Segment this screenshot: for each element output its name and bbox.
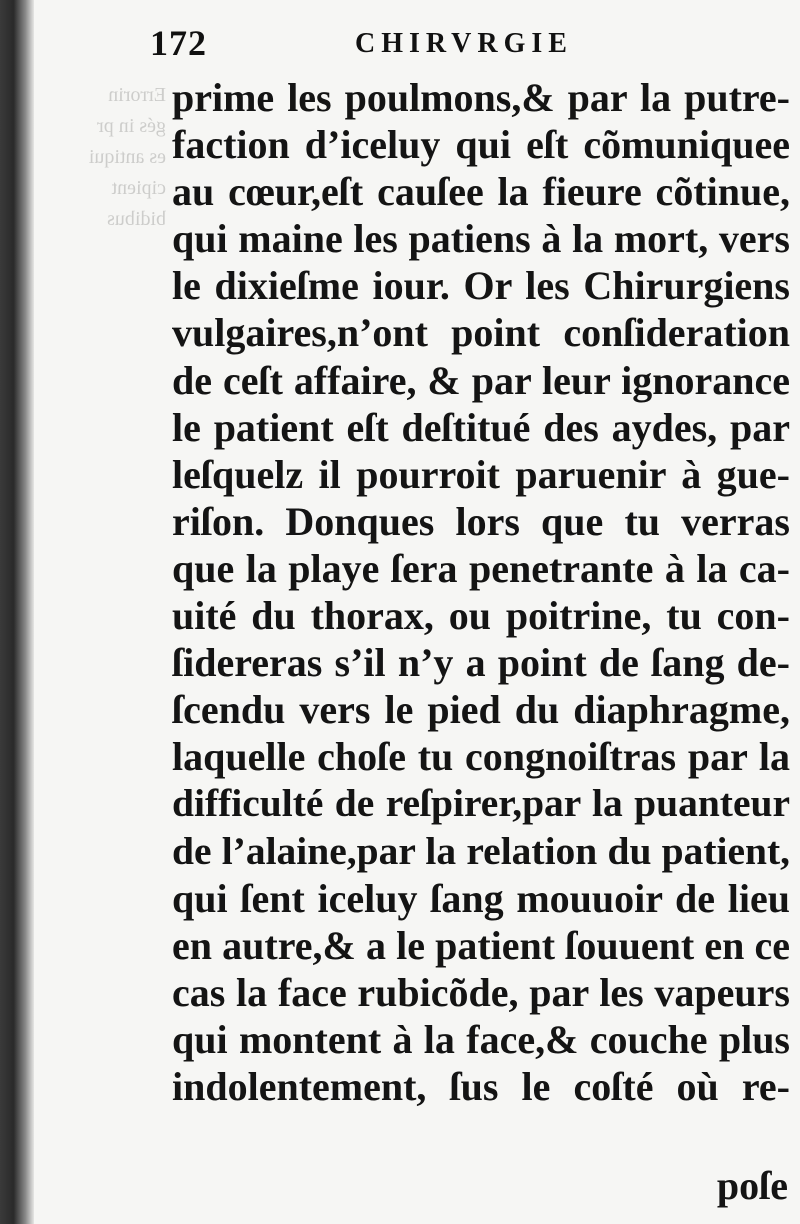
bleed-line: cipient [111,177,166,199]
catchword: poſe [716,1163,788,1208]
page-header [150,22,790,72]
text-line: de ceſt affaire, & par leur ignorance [172,357,790,403]
text-line: prime les poulmons,& par la putre- [172,75,790,120]
bleed-line: Errorin [108,84,166,106]
text-line: le dixieſme iour. Or les Chirurgiens [172,263,790,309]
text-line: de l’alaine,par la relation du patient, [172,828,790,873]
text-line: riſon. Donques lors que tu verras [172,498,790,544]
text-line: laquelle choſe tu congnoiſtras par la [172,734,790,780]
text-line: ſcendu vers le pied du diaphragme, [172,687,790,733]
text-line: qui maine les patiens à la mort, vers [172,216,790,262]
text-line: indolentement, ſus le coſté où re- [172,1063,790,1109]
text-line: le patient eſt deſtitué des aydes, par [172,404,790,450]
bleed-line: es antiqui [88,146,166,168]
running-head: CHIRVRGIE [355,28,573,59]
text-line: qui montent à la face,& couche plus [172,1016,790,1062]
text-line: qui ſent iceluy ſang mouuoir de lieu [172,875,790,921]
text-line: ſidereras s’il n’y a point de ſang de- [172,640,790,686]
text-line: en autre,& a le patient ſouuent en ce [172,922,790,968]
bleed-line: bidibus [107,208,166,230]
text-line: que la playe ſera penetrante à la ca- [172,545,790,591]
text-line: cas la face rubicõde, par les vapeurs [172,969,790,1015]
text-line: au cœur,eſt cauſee la fieure cõtinue, [172,169,790,215]
bleed-line: gés in pr [97,115,166,137]
book-binding [0,0,34,1224]
body-text [172,74,790,1110]
bleed-through-text [36,80,166,235]
text-line: difficulté de reſpirer,par la puanteur [172,781,790,826]
text-line: uité du thorax, ou poitrine, tu con- [172,593,790,639]
text-line: vulgaires,n’ont point conſideration [172,310,790,356]
text-line: faction d’iceluy qui eſt cõmuniquee [172,122,790,168]
text-line: leſquelz il pourroit paruenir à gue- [172,451,790,497]
page-number: 172 [150,23,207,63]
